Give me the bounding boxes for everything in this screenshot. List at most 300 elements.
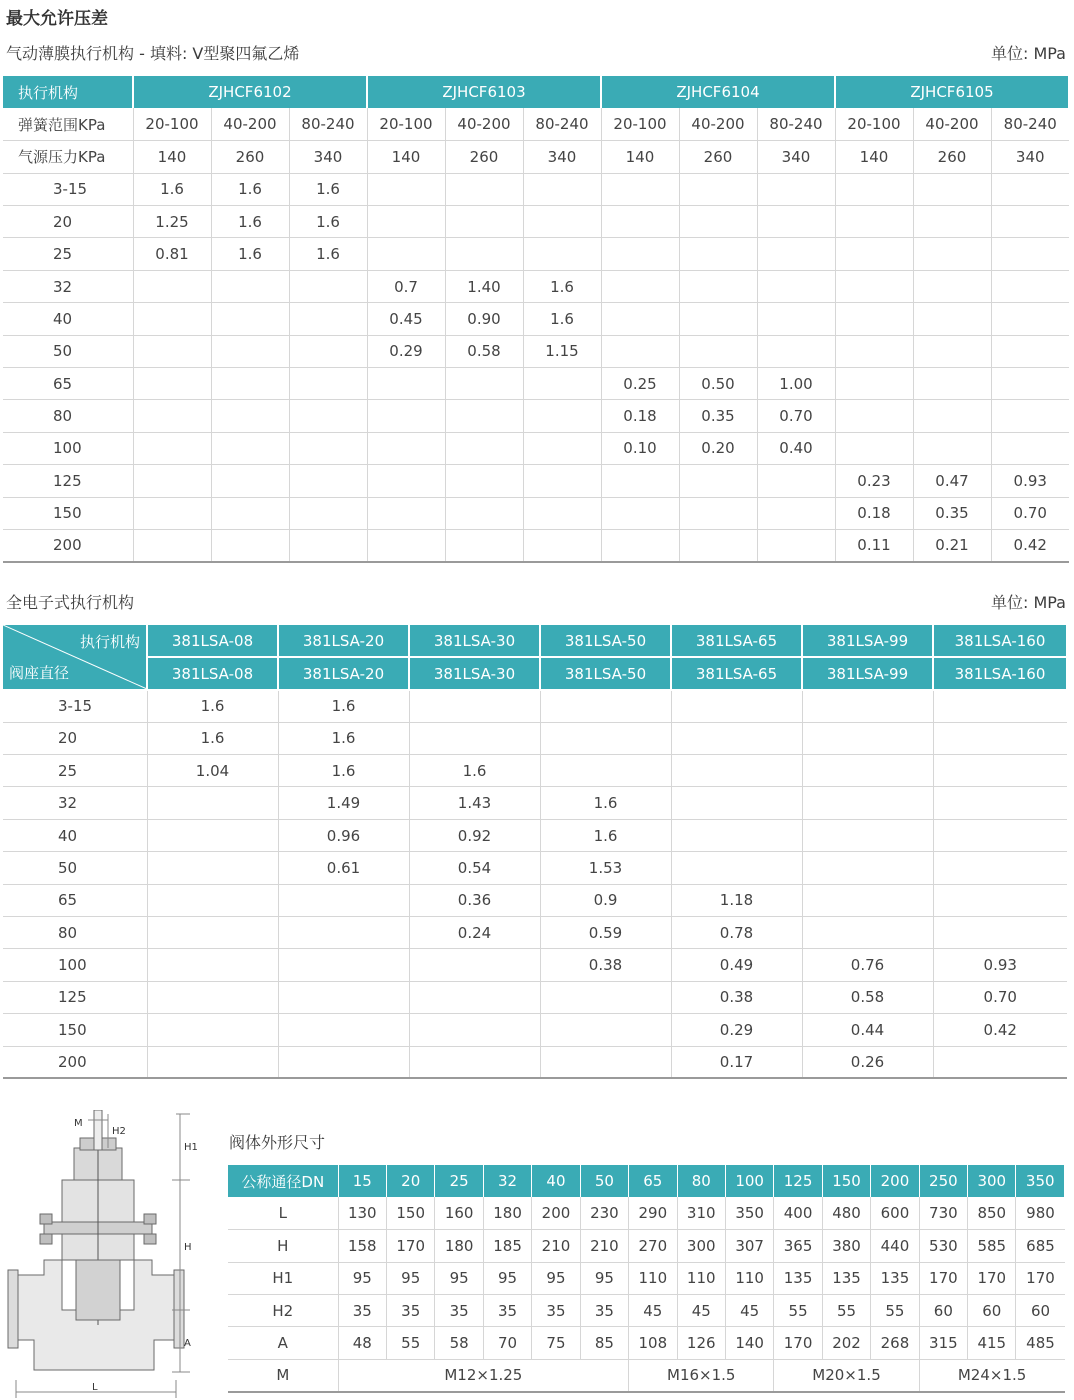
dn-header: 300	[968, 1165, 1016, 1197]
value-cell: 440	[871, 1230, 919, 1262]
section3-subtitle: 阀体外形尺寸	[229, 1133, 326, 1152]
dn-header: 200	[871, 1165, 919, 1197]
spring-range-cell: 20-100	[367, 108, 445, 140]
dn-header: 100	[725, 1165, 773, 1197]
value-cell: 0.49	[671, 949, 802, 981]
value-cell: 0.25	[601, 368, 679, 400]
value-cell: 485	[1016, 1327, 1065, 1359]
value-cell: 140	[725, 1327, 773, 1359]
value-cell: 180	[483, 1197, 531, 1229]
row-label: H	[228, 1230, 338, 1262]
value-cell	[913, 173, 991, 205]
dn-header: 125	[774, 1165, 822, 1197]
value-cell: 270	[629, 1230, 677, 1262]
value-cell	[409, 981, 540, 1013]
value-cell	[933, 819, 1067, 851]
dn-cell: 100	[3, 432, 133, 464]
value-cell	[445, 400, 523, 432]
value-cell	[523, 529, 601, 561]
value-cell: 170	[968, 1262, 1016, 1294]
value-cell	[991, 270, 1069, 302]
value-cell	[601, 270, 679, 302]
value-cell: 35	[387, 1295, 435, 1327]
value-cell: 108	[629, 1327, 677, 1359]
spring-range-cell: 80-240	[289, 108, 367, 140]
value-cell: 480	[822, 1197, 870, 1229]
value-cell: 0.36	[409, 884, 540, 916]
value-cell: 1.25	[133, 206, 211, 238]
value-cell: 0.58	[445, 335, 523, 367]
drawing-label-l: L	[92, 1382, 98, 1393]
value-cell: 1.04	[147, 755, 278, 787]
value-cell	[289, 335, 367, 367]
value-cell: 160	[435, 1197, 483, 1229]
value-cell: 150	[387, 1197, 435, 1229]
model-header: 381LSA-160	[933, 657, 1067, 689]
value-cell	[289, 529, 367, 561]
value-cell	[211, 368, 289, 400]
value-cell	[289, 432, 367, 464]
value-cell	[367, 465, 445, 497]
value-cell	[523, 238, 601, 270]
value-cell: 300	[677, 1230, 725, 1262]
value-cell	[523, 465, 601, 497]
table-row	[3, 1014, 1067, 1046]
value-cell	[802, 852, 933, 884]
section2-unit: 单位: MPa	[990, 593, 1066, 612]
value-cell: 0.35	[913, 497, 991, 529]
value-cell: 35	[532, 1295, 580, 1327]
model-header: 381LSA-99	[802, 657, 933, 689]
value-cell: 0.18	[601, 400, 679, 432]
value-cell: 980	[1016, 1197, 1065, 1229]
value-cell	[601, 303, 679, 335]
table-row	[3, 690, 1067, 722]
value-cell	[991, 173, 1069, 205]
value-cell: 307	[725, 1230, 773, 1262]
value-cell: 1.6	[523, 303, 601, 335]
dn-cell: 25	[3, 238, 133, 270]
value-cell	[289, 400, 367, 432]
drawing-label-h2: H2	[112, 1126, 126, 1137]
value-cell	[133, 497, 211, 529]
value-cell: 1.49	[278, 787, 409, 819]
spring-range-cell: 20-100	[601, 108, 679, 140]
value-cell	[133, 368, 211, 400]
value-cell	[913, 335, 991, 367]
value-cell	[601, 206, 679, 238]
table-row	[3, 529, 1069, 561]
value-cell: 55	[774, 1295, 822, 1327]
value-cell: 0.76	[802, 949, 933, 981]
value-cell: 290	[629, 1197, 677, 1229]
value-cell: 0.21	[913, 529, 991, 561]
value-cell: 0.47	[913, 465, 991, 497]
table-header-row	[3, 76, 1069, 108]
dn-header: 15	[338, 1165, 386, 1197]
valve-body-drawing	[4, 1110, 200, 1398]
model-header: 381LSA-99	[802, 625, 933, 657]
value-cell	[409, 690, 540, 722]
value-cell	[211, 497, 289, 529]
electronic-pressure-table	[3, 625, 1068, 1079]
value-cell: 210	[580, 1230, 628, 1262]
model-header: 381LSA-08	[147, 625, 278, 657]
value-cell	[991, 432, 1069, 464]
value-cell	[679, 206, 757, 238]
dn-cell: 150	[3, 497, 133, 529]
dn-cell: 125	[3, 981, 147, 1013]
value-cell	[278, 1014, 409, 1046]
table-row	[3, 819, 1067, 851]
table-row	[3, 432, 1069, 464]
value-cell: 60	[968, 1295, 1016, 1327]
value-cell	[802, 819, 933, 851]
value-cell: 135	[871, 1262, 919, 1294]
dn-header: 20	[387, 1165, 435, 1197]
value-cell: 1.6	[278, 690, 409, 722]
value-cell	[523, 432, 601, 464]
value-cell	[445, 497, 523, 529]
value-cell	[523, 497, 601, 529]
value-cell: 35	[338, 1295, 386, 1327]
dn-cell: 3-15	[3, 173, 133, 205]
value-cell: 170	[1016, 1262, 1065, 1294]
value-cell	[933, 884, 1067, 916]
value-cell: 58	[435, 1327, 483, 1359]
value-cell	[147, 917, 278, 949]
dn-header: 32	[483, 1165, 531, 1197]
air-pressure-cell: 140	[601, 141, 679, 173]
dn-cell: 40	[3, 303, 133, 335]
value-cell	[211, 465, 289, 497]
value-cell: 1.18	[671, 884, 802, 916]
air-pressure-cell: 340	[757, 141, 835, 173]
dn-header: 150	[822, 1165, 870, 1197]
value-cell: 1.6	[289, 238, 367, 270]
value-cell	[211, 303, 289, 335]
value-cell: 185	[483, 1230, 531, 1262]
value-cell: 0.42	[933, 1014, 1067, 1046]
value-cell	[211, 432, 289, 464]
value-cell: 730	[919, 1197, 967, 1229]
value-cell	[671, 852, 802, 884]
value-cell	[211, 335, 289, 367]
value-cell: 0.50	[679, 368, 757, 400]
value-cell	[671, 722, 802, 754]
value-cell	[679, 335, 757, 367]
value-cell	[133, 335, 211, 367]
thread-cell: M12×1.25	[338, 1359, 629, 1391]
value-cell: 170	[919, 1262, 967, 1294]
value-cell	[445, 206, 523, 238]
value-cell	[933, 787, 1067, 819]
value-cell: 75	[532, 1327, 580, 1359]
value-cell	[679, 173, 757, 205]
value-cell	[802, 755, 933, 787]
spring-range-cell: 80-240	[991, 108, 1069, 140]
value-cell: 135	[774, 1262, 822, 1294]
table-header-row	[3, 657, 1067, 689]
value-cell	[913, 432, 991, 464]
value-cell: 158	[338, 1230, 386, 1262]
value-cell	[679, 497, 757, 529]
model-header: 381LSA-20	[278, 657, 409, 689]
value-cell	[289, 270, 367, 302]
value-cell	[835, 238, 913, 270]
value-cell	[523, 173, 601, 205]
value-cell	[147, 1046, 278, 1078]
model-header: ZJHCF6104	[601, 76, 835, 108]
value-cell	[147, 819, 278, 851]
value-cell: 1.40	[445, 270, 523, 302]
value-cell: 380	[822, 1230, 870, 1262]
value-cell	[991, 335, 1069, 367]
row-label: A	[228, 1327, 338, 1359]
value-cell: 126	[677, 1327, 725, 1359]
dn-header: 250	[919, 1165, 967, 1197]
value-cell	[757, 270, 835, 302]
air-pressure-cell: 260	[445, 141, 523, 173]
air-pressure-cell: 140	[133, 141, 211, 173]
value-cell: 0.23	[835, 465, 913, 497]
air-pressure-cell: 340	[523, 141, 601, 173]
table-row	[228, 1295, 1065, 1327]
value-cell: 310	[677, 1197, 725, 1229]
dn-cell: 65	[3, 884, 147, 916]
value-cell: 45	[629, 1295, 677, 1327]
value-cell	[601, 173, 679, 205]
table-row	[3, 1046, 1067, 1078]
value-cell	[913, 238, 991, 270]
corner-bottom-label: 阀座直径	[9, 663, 70, 682]
value-cell	[133, 400, 211, 432]
corner-cell	[3, 625, 147, 690]
value-cell	[835, 335, 913, 367]
air-pressure-label: 气源压力KPa	[3, 141, 133, 173]
dn-cell: 3-15	[3, 690, 147, 722]
model-header: 381LSA-30	[409, 657, 540, 689]
value-cell	[147, 981, 278, 1013]
table-row	[228, 1327, 1065, 1359]
value-cell	[540, 722, 671, 754]
spring-range-cell: 20-100	[835, 108, 913, 140]
value-cell: 1.6	[211, 238, 289, 270]
value-cell	[671, 787, 802, 819]
value-cell	[671, 690, 802, 722]
header-label: 执行机构	[3, 76, 133, 108]
value-cell: 95	[387, 1262, 435, 1294]
value-cell: 0.54	[409, 852, 540, 884]
value-cell: 95	[580, 1262, 628, 1294]
value-cell	[933, 722, 1067, 754]
table-row	[228, 1262, 1065, 1294]
value-cell	[445, 173, 523, 205]
model-header: 381LSA-50	[540, 657, 671, 689]
section2-subtitle: 全电子式执行机构	[6, 593, 135, 612]
value-cell	[601, 529, 679, 561]
value-cell	[278, 884, 409, 916]
value-cell: 0.40	[757, 432, 835, 464]
value-cell	[802, 690, 933, 722]
value-cell: 1.6	[289, 173, 367, 205]
dn-cell: 200	[3, 529, 133, 561]
value-cell: 170	[774, 1327, 822, 1359]
value-cell	[445, 432, 523, 464]
value-cell	[409, 1014, 540, 1046]
air-pressure-cell: 260	[679, 141, 757, 173]
value-cell: 0.61	[278, 852, 409, 884]
value-cell	[757, 238, 835, 270]
value-cell: 0.81	[133, 238, 211, 270]
table-row	[3, 303, 1069, 335]
value-cell: 0.96	[278, 819, 409, 851]
value-cell	[933, 1046, 1067, 1078]
table-row	[3, 755, 1067, 787]
value-cell: 850	[968, 1197, 1016, 1229]
value-cell	[757, 465, 835, 497]
value-cell	[601, 497, 679, 529]
value-cell	[289, 465, 367, 497]
value-cell: 1.00	[757, 368, 835, 400]
value-cell: 55	[387, 1327, 435, 1359]
spring-range-row	[3, 108, 1069, 140]
value-cell	[757, 335, 835, 367]
value-cell: 0.38	[540, 949, 671, 981]
value-cell	[802, 917, 933, 949]
value-cell: 200	[532, 1197, 580, 1229]
value-cell: 685	[1016, 1230, 1065, 1262]
air-pressure-cell: 260	[913, 141, 991, 173]
model-header: 381LSA-65	[671, 657, 802, 689]
row-label: H2	[228, 1295, 338, 1327]
model-header: 381LSA-50	[540, 625, 671, 657]
value-cell	[913, 303, 991, 335]
value-cell	[147, 949, 278, 981]
value-cell: 48	[338, 1327, 386, 1359]
value-cell	[278, 981, 409, 1013]
value-cell: 0.58	[802, 981, 933, 1013]
value-cell: 1.6	[147, 722, 278, 754]
value-cell: 45	[725, 1295, 773, 1327]
value-cell: 1.6	[289, 206, 367, 238]
value-cell	[540, 981, 671, 1013]
row-label: L	[228, 1197, 338, 1229]
table-row	[3, 981, 1067, 1013]
value-cell	[933, 852, 1067, 884]
value-cell	[211, 270, 289, 302]
air-pressure-cell: 340	[289, 141, 367, 173]
table-row	[3, 238, 1069, 270]
dn-header: 350	[1016, 1165, 1065, 1197]
value-cell: 35	[483, 1295, 531, 1327]
value-cell: 210	[532, 1230, 580, 1262]
air-pressure-cell: 140	[835, 141, 913, 173]
value-cell: 1.6	[278, 722, 409, 754]
value-cell	[601, 238, 679, 270]
value-cell: 0.18	[835, 497, 913, 529]
value-cell	[802, 722, 933, 754]
dn-cell: 125	[3, 465, 133, 497]
value-cell: 0.20	[679, 432, 757, 464]
dn-cell: 32	[3, 787, 147, 819]
value-cell: 315	[919, 1327, 967, 1359]
dn-cell: 32	[3, 270, 133, 302]
value-cell	[802, 884, 933, 916]
value-cell	[913, 400, 991, 432]
dn-cell: 50	[3, 335, 133, 367]
value-cell	[913, 368, 991, 400]
spring-range-cell: 40-200	[445, 108, 523, 140]
value-cell: 95	[435, 1262, 483, 1294]
thread-cell: M24×1.5	[919, 1359, 1064, 1391]
value-cell	[147, 1014, 278, 1046]
table-row	[3, 949, 1067, 981]
value-cell: 400	[774, 1197, 822, 1229]
value-cell	[679, 529, 757, 561]
value-cell: 202	[822, 1327, 870, 1359]
value-cell	[367, 173, 445, 205]
value-cell: 135	[822, 1262, 870, 1294]
value-cell: 95	[532, 1262, 580, 1294]
value-cell	[601, 465, 679, 497]
spring-range-cell: 80-240	[523, 108, 601, 140]
row-label: M	[228, 1359, 338, 1391]
value-cell	[367, 238, 445, 270]
value-cell: 0.70	[991, 497, 1069, 529]
value-cell: 0.90	[445, 303, 523, 335]
air-pressure-cell: 260	[211, 141, 289, 173]
value-cell	[540, 690, 671, 722]
table-row	[3, 173, 1069, 205]
section1-subtitle: 气动薄膜执行机构 - 填料: V型聚四氟乙烯	[6, 44, 300, 63]
table-row	[3, 884, 1067, 916]
value-cell: 0.38	[671, 981, 802, 1013]
value-cell	[679, 303, 757, 335]
value-cell: 0.10	[601, 432, 679, 464]
value-cell: 350	[725, 1197, 773, 1229]
value-cell: 70	[483, 1327, 531, 1359]
value-cell: 95	[338, 1262, 386, 1294]
dn-cell: 200	[3, 1046, 147, 1078]
value-cell: 1.43	[409, 787, 540, 819]
value-cell	[913, 270, 991, 302]
dn-cell: 50	[3, 852, 147, 884]
value-cell: 0.78	[671, 917, 802, 949]
value-cell	[835, 206, 913, 238]
value-cell: 45	[677, 1295, 725, 1327]
table-row	[3, 270, 1069, 302]
thread-cell: M16×1.5	[629, 1359, 774, 1391]
table-row	[3, 206, 1069, 238]
model-header: 381LSA-160	[933, 625, 1067, 657]
value-cell: 180	[435, 1230, 483, 1262]
value-cell: 365	[774, 1230, 822, 1262]
model-header: 381LSA-65	[671, 625, 802, 657]
value-cell	[991, 368, 1069, 400]
drawing-label-h1: H1	[184, 1142, 198, 1153]
table-row	[3, 852, 1067, 884]
value-cell	[679, 465, 757, 497]
table-header-row	[228, 1165, 1065, 1197]
value-cell: 95	[483, 1262, 531, 1294]
value-cell	[278, 917, 409, 949]
value-cell	[540, 1046, 671, 1078]
value-cell	[991, 206, 1069, 238]
dn-cell: 80	[3, 917, 147, 949]
dn-cell: 20	[3, 206, 133, 238]
value-cell	[835, 432, 913, 464]
